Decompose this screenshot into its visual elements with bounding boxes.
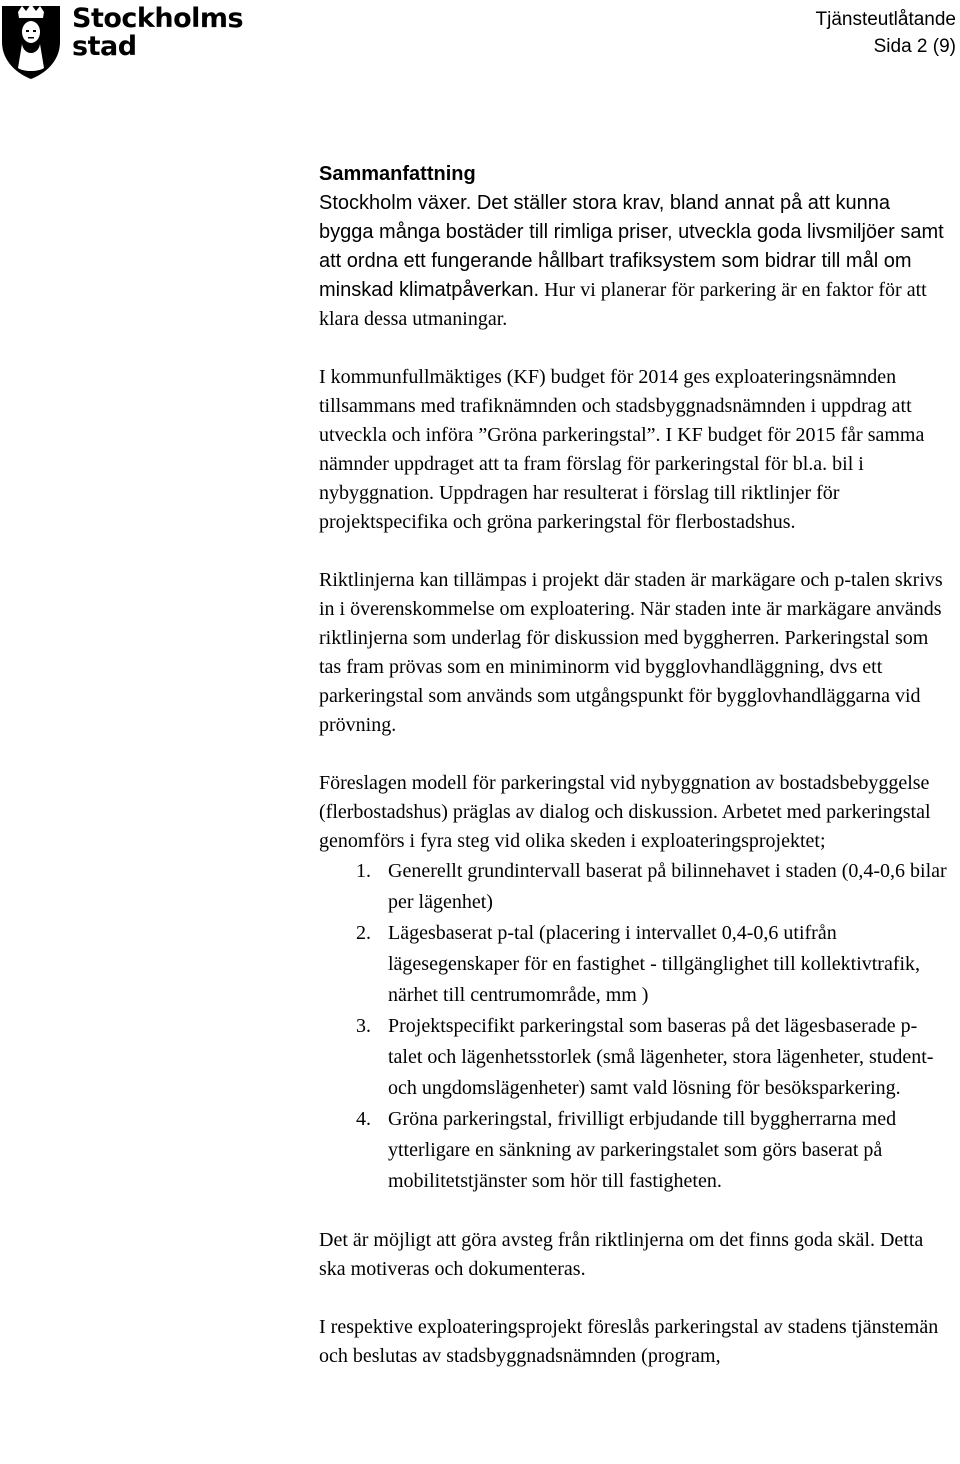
document-header-info xyxy=(816,6,957,60)
document-type: Tjänsteutlåtande xyxy=(815,9,956,30)
paragraph-decision: I respektive exploateringsprojekt föreslås parkeringstal av stadens tjänstemän och beslutas av stadsbyggnadsnämnden (program, xyxy=(319,1316,939,1367)
paragraph-exceptions: Det är möjligt att göra avsteg från riktlinjerna om det finns goda skäl. Detta ska motiveras och dokumenteras. xyxy=(319,1229,924,1280)
city-crest-icon xyxy=(0,0,62,80)
list-item-text: Lägesbaserat p-tal (placering i intervallet 0,4-0,6 utifrån lägesegenskaper för en fastighet - tillgänglighet till kollektivtrafik, närhet till centrumområde, mm ) xyxy=(388,922,921,1006)
document-body xyxy=(319,160,949,1400)
paragraph-guidelines: Riktlinjerna kan tillämpas i projekt där staden är markägare och p-talen skrivs in i överenskommelse om exploatering. När staden inte är markägare används riktlinjerna som underlag för diskussion med byggherren. Parkeringstal som tas fram prövas som en miniminorm vid bygglovhandläggning, dvs ett parkeringstal som används som utgångspunkt för bygglovhandläggarna vid prövning. xyxy=(319,569,943,736)
list-item-number: 1. xyxy=(356,860,371,882)
paragraph-intro-serif: Hur vi planerar för parkering är en faktor för att klara dessa utmaningar. xyxy=(319,279,927,330)
list-item-text: Projektspecifikt parkeringstal som baseras på det lägesbaserade p-talet och lägenhetsstorlek (små lägenheter, stora lägenheter, student- och ungdomslägenheter) samt vald lösning för besöksparkering. xyxy=(388,1015,934,1099)
list-item-number: 4. xyxy=(356,1108,371,1130)
paragraph-model: Föreslagen modell för parkeringstal vid nybyggnation av bostadsbebyggelse (flerbostadshus) präglas av dialog och diskussion. Arbetet med parkeringstal genomförs i fyra steg vid olika skeden i exploateringsprojektet; xyxy=(319,772,931,852)
logo-text-line2: stad xyxy=(72,31,137,62)
list-item xyxy=(319,918,949,1011)
list-item xyxy=(319,856,949,918)
list-item-number: 2. xyxy=(356,922,371,944)
paragraph-intro xyxy=(319,189,949,334)
list-item xyxy=(319,1011,949,1104)
paragraph-intro-sans: Stockholm växer. Det ställer stora krav, bland annat på att kunna bygga många bostäder till rimliga priser, utveckla goda livsmiljöer samt att ordna ett fungerande hållbart trafiksystem som bidrar till mål om minskad klimatpåverkan. xyxy=(319,192,944,301)
steps-list xyxy=(319,856,949,1197)
list-item-number: 3. xyxy=(356,1015,371,1037)
section-heading: Sammanfattning xyxy=(319,163,476,185)
list-item xyxy=(319,1104,949,1197)
logo-text-line1: Stockholms xyxy=(72,3,244,34)
paragraph-budget: I kommunfullmäktiges (KF) budget för 2014 ges exploateringsnämnden tillsammans med trafiknämnden och stadsbyggnadsnämnden i uppdrag att utveckla och införa ”Gröna parkeringstal”. I KF budget för 2015 får samma nämnder uppdraget att ta fram förslag för parkeringstal för bl.a. bil i nybyggnation. Uppdragen har resulterat i förslag till riktlinjer för projektspecifika och gröna parkeringstal för flerbostadshus. xyxy=(319,366,925,533)
stockholms-stad-logo xyxy=(0,0,244,80)
list-item-text: Gröna parkeringstal, frivilligt erbjudande till byggherrarna med ytterligare en sänkning av parkeringstalet som görs baserat på mobilitetstjänster som hör till fastigheten. xyxy=(388,1108,897,1192)
list-item-text: Generellt grundintervall baserat på bilinnehavet i staden (0,4-0,6 bilar per lägenhet) xyxy=(388,860,947,913)
page-number: Sida 2 (9) xyxy=(873,36,956,57)
